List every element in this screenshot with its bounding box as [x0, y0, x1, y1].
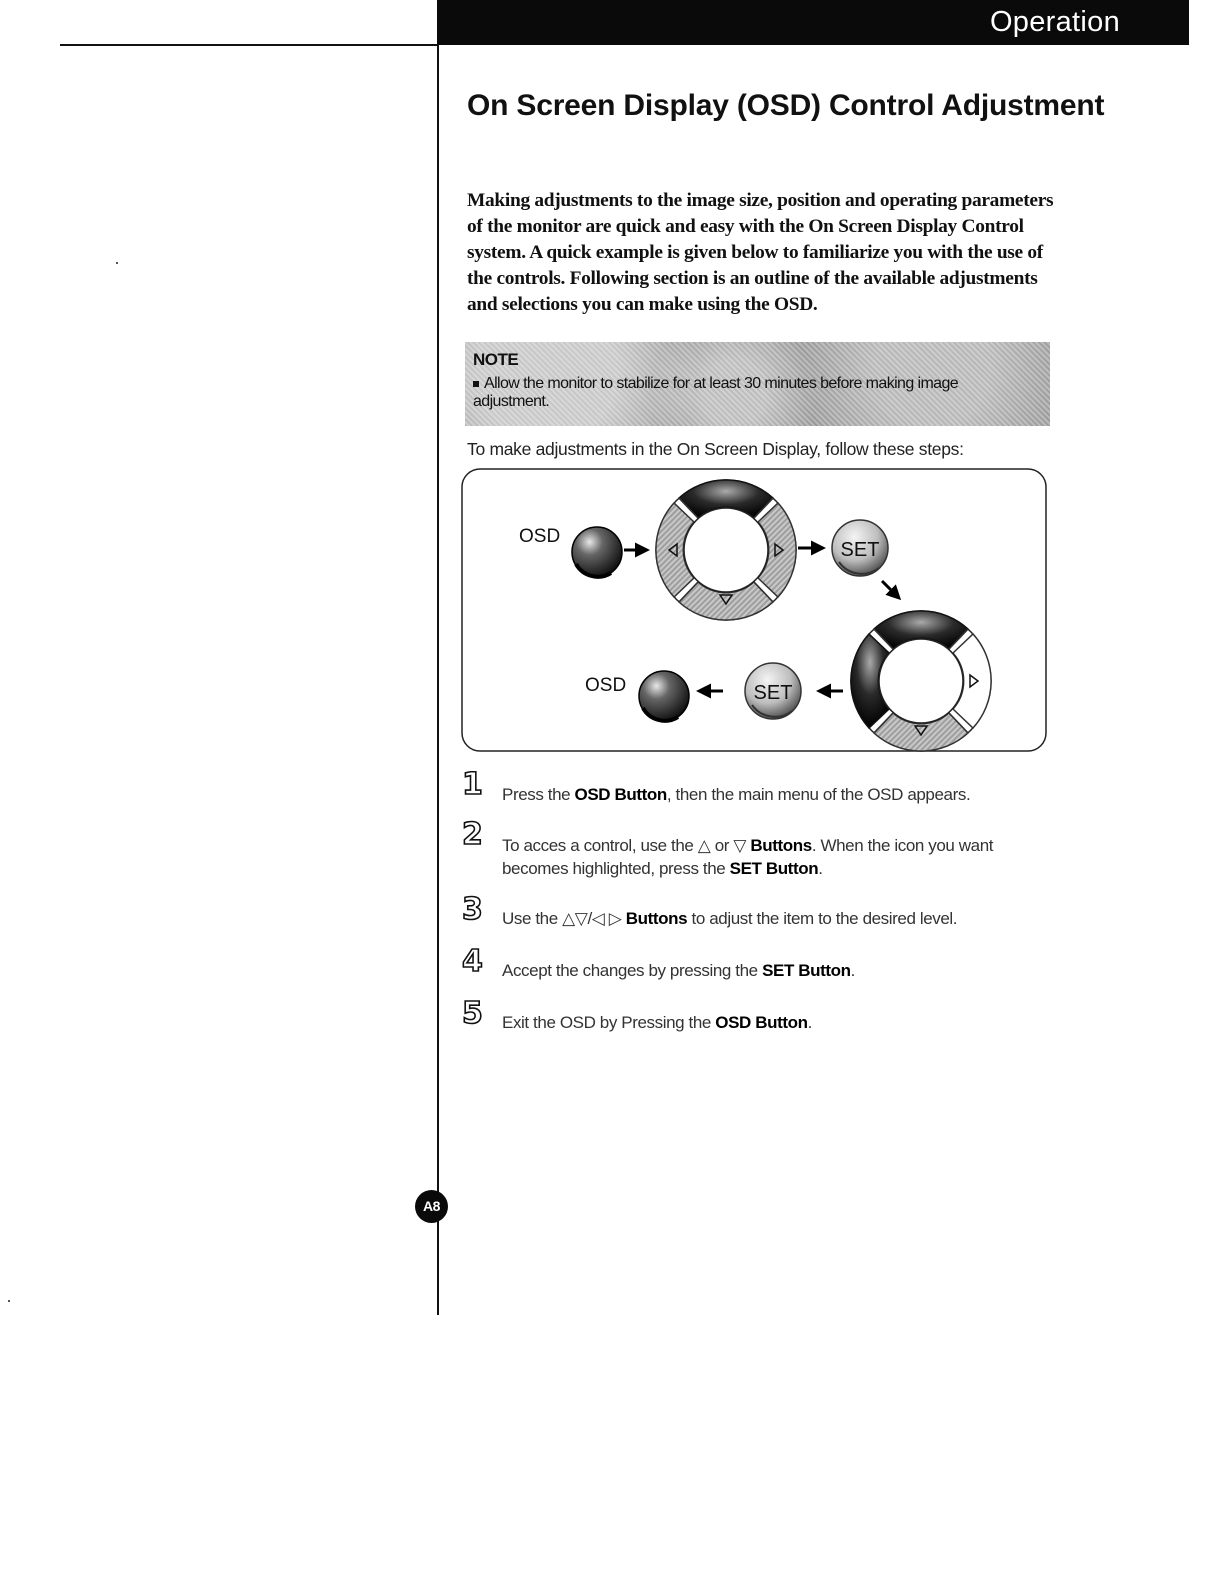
step-text: Accept the changes by pressing the SET Button. [502, 961, 855, 980]
step-number-icon: 3 [462, 892, 483, 927]
set-button-icon [832, 520, 888, 576]
step-text: To acces a control, use the △ or ▽ Buttons. When the icon you want becomes highlighted, press the SET Button. [502, 836, 994, 878]
direction-pad-icon [656, 480, 796, 620]
steps-intro: To make adjustments in the On Screen Display, follow these steps: [467, 439, 964, 459]
page-title: On Screen Display (OSD) Control Adjustment [467, 89, 1105, 122]
scan-speck [8, 1300, 10, 1302]
step-text: Use the △▽/◁ ▷ Buttons to adjust the item to the desired level. [502, 909, 958, 928]
step-number-icon: 2 [462, 817, 483, 852]
note-box [465, 342, 1050, 426]
vertical-rule [437, 45, 439, 1315]
set-button-icon [745, 663, 801, 719]
osd-label: OSD [519, 526, 561, 547]
osd-label: OSD [585, 675, 627, 696]
page-number-badge: A8 [415, 1190, 448, 1223]
arrow-down-right-icon [882, 581, 899, 598]
osd-button-icon [572, 527, 622, 577]
osd-button-icon [639, 671, 689, 721]
top-rule [60, 44, 438, 46]
section-title: Operation [989, 6, 1120, 38]
step-number-icon: 4 [462, 944, 483, 979]
scan-speck [116, 262, 118, 264]
note-text [473, 375, 1033, 411]
step-number-icon: 5 [462, 996, 483, 1031]
step-text: Press the OSD Button, then the main menu of the OSD appears. [502, 785, 971, 804]
osd-diagram [461, 468, 1047, 752]
note-label: NOTE [473, 350, 519, 369]
step-text: Exit the OSD by Pressing the OSD Button. [502, 1013, 812, 1032]
direction-pad-icon [851, 611, 991, 751]
bullet-icon [473, 381, 479, 387]
set-label: SET [753, 682, 793, 704]
intro-paragraph: Making adjustments to the image size, position and operating parameters of the monitor are quick and easy with the On Screen Display Control system. A quick example is given below to familiarize you with the use of the controls. Following section is an outline of the available adjustments and selections you can make using the OSD. [467, 190, 1054, 315]
step-number-icon: 1 [462, 767, 483, 802]
set-label: SET [840, 539, 880, 561]
note-body: Allow the monitor to stabilize for at least 30 minutes before making image adjustment. [473, 375, 959, 410]
